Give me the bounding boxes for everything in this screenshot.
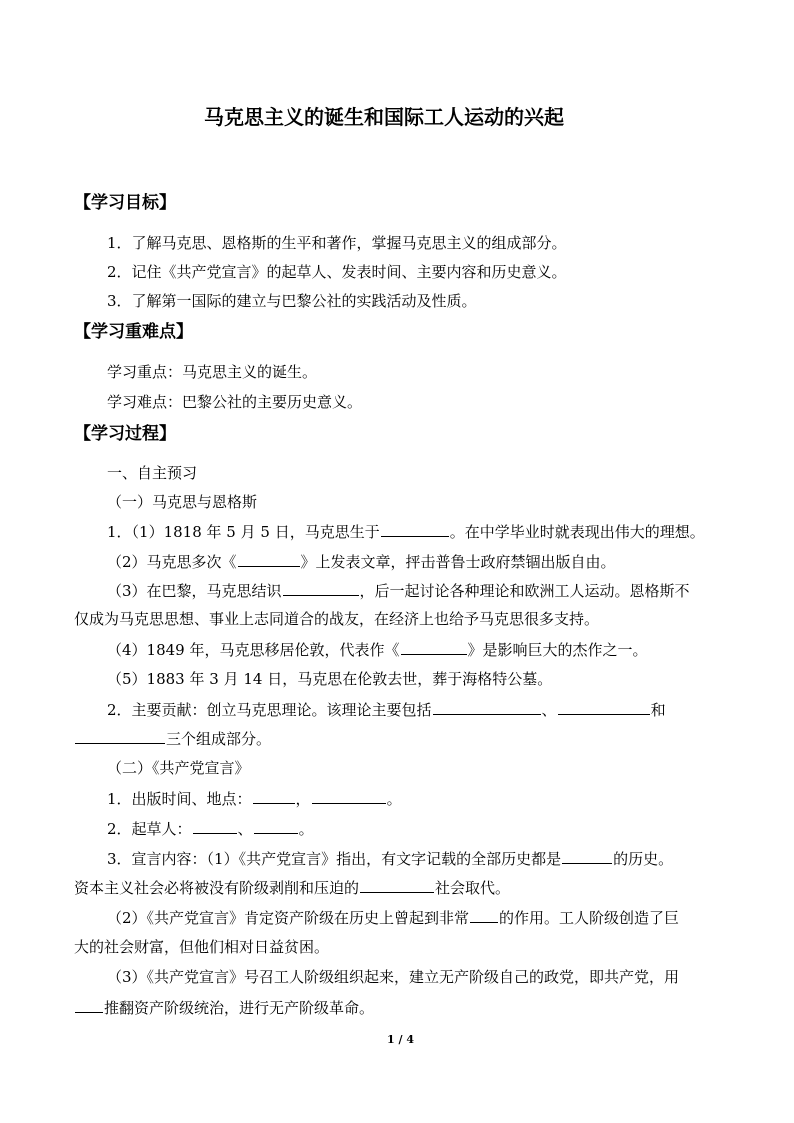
question-text: 1．出版时间、地点： [107, 790, 252, 808]
question-line [107, 521, 705, 542]
answer-blank[interactable] [193, 818, 237, 834]
question-line-continued [74, 997, 374, 1018]
answer-blank[interactable] [558, 699, 650, 715]
question-text: 。 [298, 820, 314, 838]
question-text: 三个组成部分。 [166, 730, 272, 748]
question-line [107, 907, 679, 928]
answer-blank[interactable] [433, 699, 541, 715]
question-text: （2）《共产党宣言》肯定资产阶级在历史上曾起到非常 [107, 909, 470, 927]
question-line-continued [74, 728, 271, 749]
answer-blank[interactable] [360, 877, 434, 893]
question-text: 》是影响巨大的杰作之一。 [467, 641, 648, 659]
question-line [107, 580, 690, 601]
answer-blank[interactable] [283, 580, 359, 596]
question-text: 的作用。工人阶级创造了巨 [499, 909, 680, 927]
question-line: （3）《共产党宣言》号召工人阶级组织起来，建立无产阶级自己的政党，即共产党，用 [107, 968, 680, 986]
answer-blank[interactable] [75, 997, 103, 1013]
question-line [107, 848, 673, 869]
page-title: 马克思主义的诞生和国际工人运动的兴起 [204, 105, 564, 129]
goal-item: 3．了解第一国际的建立与巴黎公社的实践活动及性质。 [107, 292, 477, 310]
answer-blank[interactable] [238, 551, 300, 567]
page-number: 1 / 4 [387, 1033, 414, 1046]
question-text: 推翻资产阶级统治，进行无产阶级革命。 [104, 999, 375, 1017]
answer-blank[interactable] [254, 818, 298, 834]
question-line [107, 639, 648, 660]
question-text: 》上发表文章，抨击普鲁士政府禁锢出版自由。 [300, 553, 616, 571]
heading-process: 【学习过程】 [74, 424, 176, 444]
goal-item: 2．记住《共产党宣言》的起草人、发表时间、主要内容和历史意义。 [107, 263, 567, 281]
answer-blank[interactable] [381, 521, 449, 537]
key-point-item: 学习难点：巴黎公社的主要历史意义。 [107, 393, 363, 411]
answer-blank[interactable] [562, 848, 612, 864]
question-line [107, 699, 666, 720]
question-text: （3）在巴黎，马克思结识 [107, 582, 282, 600]
answer-blank[interactable] [401, 639, 467, 655]
answer-blank[interactable] [470, 907, 498, 923]
question-text: 2．主要贡献：创立马克思理论。该理论主要包括 [107, 701, 432, 719]
question-text: （4）1849 年，马克思移居伦敦，代表作《 [107, 641, 400, 659]
question-text: 2．起草人： [107, 820, 192, 838]
subsection-title: （二）《共产党宣言》 [107, 759, 250, 777]
question-line [107, 818, 314, 839]
section-title: 一、自主预习 [107, 464, 198, 482]
question-text: ，后一起讨论各种理论和欧洲工人运动。恩格斯不 [359, 582, 690, 600]
question-text: 、 [541, 701, 557, 719]
question-text: ， [295, 790, 311, 808]
question-text: 社会取代。 [435, 879, 511, 897]
heading-key-points: 【学习重难点】 [74, 322, 193, 342]
question-text: （2）马克思多次《 [107, 553, 237, 571]
question-line [107, 551, 616, 572]
question-text: 、 [237, 820, 253, 838]
question-text: 的历史。 [613, 850, 674, 868]
question-line-continued: 仅成为马克思思想、事业上志同道合的战友，在经济上也给予马克思很多支持。 [74, 610, 600, 628]
answer-blank[interactable] [253, 788, 295, 804]
key-point-item: 学习重点：马克思主义的诞生。 [107, 363, 318, 381]
question-text: 。 [386, 790, 402, 808]
question-line-continued [74, 877, 510, 898]
question-text: 1．（1）1818 年 5 月 5 日，马克思生于 [107, 523, 380, 541]
answer-blank[interactable] [75, 728, 165, 744]
question-text: 。在中学毕业时就表现出伟大的理想。 [449, 523, 705, 541]
question-text: 和 [650, 701, 666, 719]
subsection-title: （一）马克思与恩格斯 [107, 493, 258, 511]
answer-blank[interactable] [312, 788, 386, 804]
question-text: 资本主义社会必将被没有阶级剥削和压迫的 [74, 879, 360, 897]
heading-goals: 【学习目标】 [74, 193, 176, 213]
question-line-continued: 大的社会财富，但他们相对日益贫困。 [74, 938, 330, 956]
question-line [107, 788, 402, 809]
question-line: （5）1883 年 3 月 14 日，马克思在伦敦去世，葬于海格特公墓。 [107, 670, 553, 688]
question-text: 3．宣言内容：（1）《共产党宣言》指出，有文字记载的全部历史都是 [107, 850, 562, 868]
goal-item: 1．了解马克思、恩格斯的生平和著作，掌握马克思主义的组成部分。 [107, 234, 567, 252]
